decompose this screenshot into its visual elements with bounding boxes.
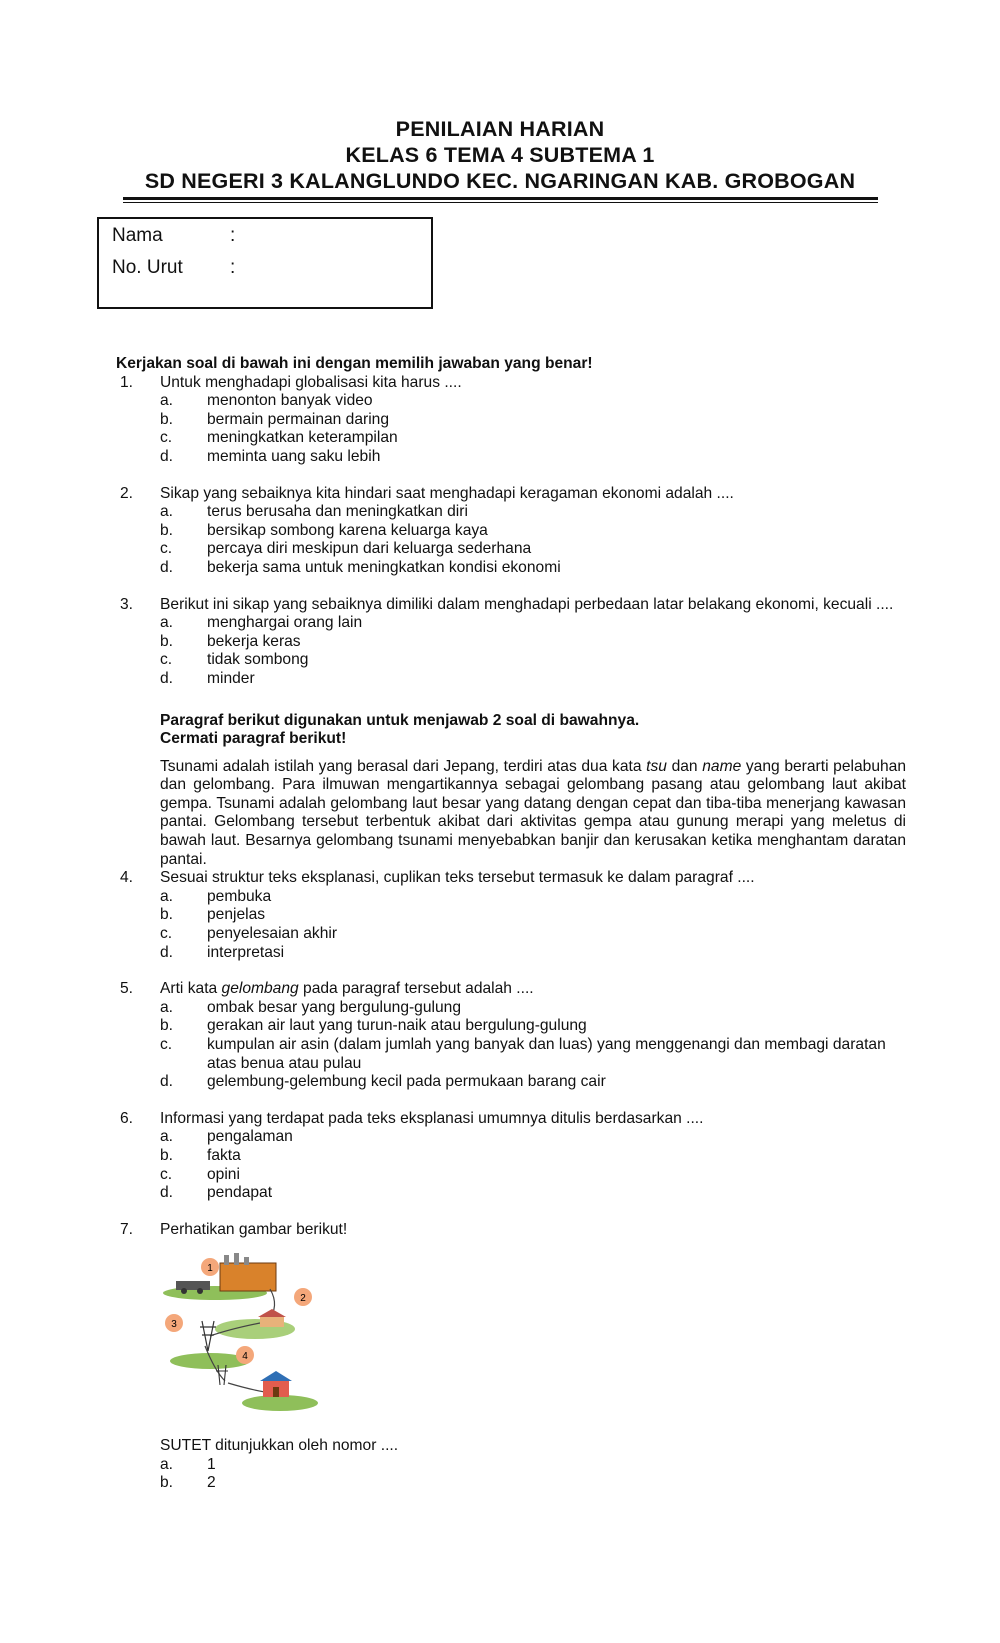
option-letter: a. [160, 887, 174, 905]
coal-pile-icon [176, 1281, 210, 1290]
question-3 [116, 596, 906, 689]
question-number: 7. [120, 1220, 134, 1238]
option-text: bersikap sombong karena keluarga kaya [207, 521, 488, 539]
chimney-icon [244, 1257, 249, 1265]
reading-passage [116, 712, 906, 870]
option-letter: c. [160, 925, 173, 943]
option-letter: a. [160, 503, 174, 521]
option-text: gelembung-gelembung kecil pada permukaan barang cair [207, 1073, 606, 1091]
option-c[interactable] [160, 651, 906, 670]
option-text: kumpulan air asin (dalam jumlah yang banyak dan luas) yang menggenangi dan membagi daratan atas benua atau pulau [207, 1036, 886, 1072]
question-7 [116, 1221, 906, 1493]
option-b[interactable] [160, 1474, 906, 1493]
option-text: penjelas [207, 906, 266, 924]
option-text: bermain permainan daring [207, 410, 390, 428]
option-text: menghargai orang lain [207, 614, 363, 632]
option-letter: c. [160, 651, 173, 669]
question-text: Sesuai struktur teks eksplanasi, cuplikan teks tersebut termasuk ke dalam paragraf .... [160, 869, 755, 887]
option-text: pembuka [207, 887, 272, 905]
option-d[interactable] [160, 559, 906, 578]
question-2 [116, 485, 906, 578]
option-text: 1 [207, 1455, 216, 1473]
header-rule-thick [123, 197, 878, 200]
label-number-1: 1 [207, 1263, 213, 1275]
question-text: Perhatikan gambar berikut! [160, 1220, 348, 1238]
question-number: 6. [120, 1109, 134, 1127]
option-a[interactable] [160, 1128, 906, 1147]
number-label: No. Urut [112, 257, 183, 278]
option-letter: a. [160, 392, 174, 410]
option-a[interactable] [160, 999, 906, 1018]
substation-roof-icon [258, 1309, 286, 1317]
question-prompt: SUTET ditunjukkan oleh nomor .... [160, 1436, 399, 1454]
option-letter: d. [160, 669, 174, 687]
option-text: bekerja sama untuk meningkatkan kondisi ekonomi [207, 558, 561, 576]
instruction: Kerjakan soal di bawah ini dengan memilih jawaban yang benar! [116, 355, 593, 372]
option-text: pengalaman [207, 1128, 293, 1146]
question-6 [116, 1110, 906, 1203]
option-letter: c. [160, 1036, 173, 1053]
label-number-3: 3 [171, 1319, 177, 1331]
option-letter: b. [160, 906, 174, 924]
passage-text-part: Tsunami adalah istilah yang berasal dari Jepang, terdiri atas dua kata [160, 757, 647, 775]
option-c[interactable] [160, 1166, 906, 1185]
question-number: 3. [120, 595, 134, 613]
label-number-2: 2 [300, 1293, 306, 1305]
transmission-tower-icon [200, 1321, 216, 1351]
option-letter: b. [160, 1017, 174, 1035]
option-a[interactable] [160, 614, 906, 633]
option-letter: b. [160, 632, 174, 650]
option-d[interactable] [160, 1184, 906, 1203]
truck-wheel-icon [181, 1288, 187, 1294]
option-letter: d. [160, 943, 174, 961]
option-letter: d. [160, 1073, 174, 1091]
question-1 [116, 374, 906, 467]
option-letter: b. [160, 1474, 174, 1492]
option-letter: d. [160, 558, 174, 576]
passage-text [160, 758, 906, 870]
option-letter: d. [160, 1184, 174, 1202]
identity-box [97, 217, 433, 309]
option-a[interactable] [160, 392, 906, 411]
option-c[interactable] [160, 925, 906, 944]
option-a[interactable] [160, 503, 906, 522]
option-text: meningkatkan keterampilan [207, 429, 398, 447]
question-body [116, 355, 906, 1511]
title-line-2: KELAS 6 TEMA 4 SUBTEMA 1 [345, 143, 655, 167]
option-text: minder [207, 669, 255, 687]
option-letter: c. [160, 540, 173, 558]
option-letter: b. [160, 521, 174, 539]
page-header [0, 116, 1000, 194]
option-letter: c. [160, 429, 173, 447]
question-italic-word: gelombang [221, 980, 299, 998]
option-text: fakta [207, 1146, 241, 1164]
house-roof-icon [260, 1371, 292, 1381]
question-number: 2. [120, 484, 134, 502]
option-text: ombak besar yang bergulung-gulung [207, 998, 462, 1016]
question-text-part: Arti kata [160, 980, 222, 998]
option-text: gerakan air laut yang turun-naik atau bergulung-gulung [207, 1017, 587, 1035]
option-b[interactable] [160, 1017, 906, 1036]
passage-heading-line-1: Paragraf berikut digunakan untuk menjawab 2 soal di bawahnya. [160, 711, 640, 729]
passage-text-part: yang berarti pelabuhan dan gelombang. Para ilmuwan mengartikannya sebagai gelombang pasang atau gelombang laut akibat gempa. Tsunami adalah gelombang laut besar yang datang dengan cepat dan tiba-tiba menerjang kawasan pantai. Gelombang tersebut terbentuk akibat dari aktivitas gempa atau gunung merapi yang meletus di bawah laut. Besarnya gelombang tsunami menyebabkan banjir dan kerusakan ketika menghantam daratan pantai. [160, 757, 907, 868]
question-text: Sikap yang sebaiknya kita hindari saat menghadapi keragaman ekonomi adalah .... [160, 484, 734, 502]
option-text: pendapat [207, 1184, 273, 1202]
power-distribution-illustration [160, 1251, 330, 1421]
option-text: terus berusaha dan meningkatkan diri [207, 503, 468, 521]
truck-wheel-icon [197, 1288, 203, 1294]
option-b[interactable] [160, 633, 906, 652]
option-b[interactable] [160, 1147, 906, 1166]
option-text: meminta uang saku lebih [207, 447, 381, 465]
question-number: 5. [120, 980, 134, 998]
title-line-1: PENILAIAN HARIAN [395, 117, 605, 141]
option-text: penyelesaian akhir [207, 925, 338, 943]
passage-text-part: dan [666, 757, 703, 775]
ground-patch [242, 1395, 318, 1411]
question-text-part: pada paragraf tersebut adalah .... [298, 980, 534, 998]
passage-heading-line-2: Cermati paragraf berikut! [160, 730, 347, 748]
name-label: Nama [112, 225, 163, 246]
option-b[interactable] [160, 522, 906, 541]
option-text: tidak sombong [207, 651, 309, 669]
option-letter: a. [160, 1128, 174, 1146]
option-letter: a. [160, 614, 174, 632]
power-plant-icon [220, 1263, 276, 1291]
option-letter: a. [160, 998, 174, 1016]
question-4 [116, 869, 906, 962]
option-letter: a. [160, 1455, 174, 1473]
question-number: 4. [120, 869, 134, 887]
question-text [160, 980, 906, 999]
option-d[interactable] [160, 448, 906, 467]
option-d[interactable] [160, 1073, 906, 1092]
number-colon: : [230, 257, 236, 278]
question-text: Berikut ini sikap yang sebaiknya dimiliki dalam menghadapi perbedaan latar belakang ekonomi, kecuali .... [160, 595, 894, 613]
option-text: bekerja keras [207, 632, 301, 650]
chimney-icon [224, 1255, 229, 1265]
substation-icon [260, 1317, 284, 1327]
question-text: Untuk menghadapi globalisasi kita harus .... [160, 373, 462, 391]
question-5 [116, 980, 906, 1092]
option-d[interactable] [160, 944, 906, 963]
number-row[interactable] [112, 257, 235, 279]
option-c[interactable] [160, 540, 906, 559]
label-number-4: 4 [242, 1351, 248, 1363]
option-a[interactable] [160, 888, 906, 907]
option-b[interactable] [160, 411, 906, 430]
passage-italic-word: tsu [646, 757, 667, 775]
option-letter: b. [160, 410, 174, 428]
option-b[interactable] [160, 906, 906, 925]
option-text: interpretasi [207, 943, 285, 961]
passage-heading [160, 712, 906, 749]
option-a[interactable] [160, 1456, 906, 1475]
option-letter: c. [160, 1165, 173, 1183]
name-row[interactable] [112, 225, 235, 247]
option-text: menonton banyak video [207, 392, 373, 410]
chimney-icon [234, 1253, 239, 1265]
option-d[interactable] [160, 670, 906, 689]
option-letter: d. [160, 447, 174, 465]
name-colon: : [230, 225, 236, 246]
question-text: Informasi yang terdapat pada teks eksplanasi umumnya ditulis berdasarkan .... [160, 1109, 704, 1127]
option-c[interactable] [160, 429, 906, 448]
question-number: 1. [120, 373, 134, 391]
passage-italic-word: name [702, 757, 742, 775]
title-line-3: SD NEGERI 3 KALANGLUNDO KEC. NGARINGAN KAB. GROBOGAN [144, 169, 856, 193]
header-rule-thin [123, 202, 878, 203]
option-c[interactable] [160, 1036, 906, 1073]
option-text: 2 [207, 1474, 216, 1492]
option-text: percaya diri meskipun dari keluarga sederhana [207, 540, 532, 558]
option-letter: b. [160, 1146, 174, 1164]
house-door-icon [273, 1387, 279, 1397]
option-text: opini [207, 1165, 240, 1183]
